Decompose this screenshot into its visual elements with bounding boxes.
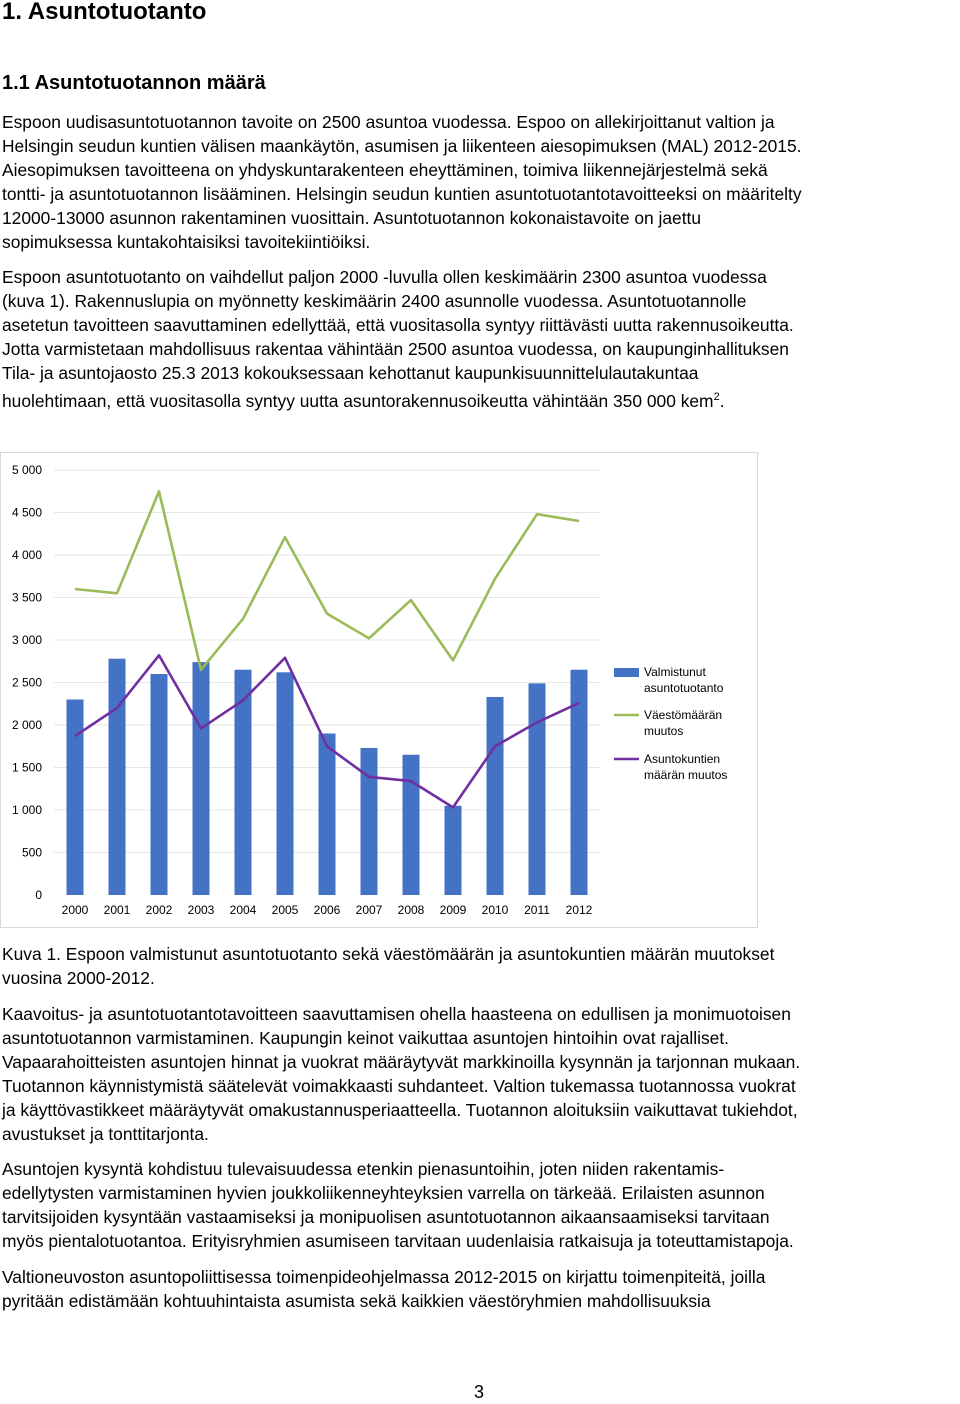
legend-label: Väestömäärän: [644, 708, 723, 722]
y-tick-label: 1 500: [11, 760, 42, 775]
footnote-ref: 2: [713, 391, 720, 403]
legend-label: asuntotuotanto: [644, 681, 724, 695]
paragraph-3: [2, 1002, 960, 1146]
text-line: Valtioneuvoston asuntopoliittisessa toimenpideohjelmassa 2012-2015 on kirjattu toimenpiteitä, joilla: [2, 1267, 766, 1287]
text-line: Vapaarahoitteisten asuntojen hinnat ja vuokrat määräytyvät markkinoilla kysynnän ja tarjonnan mukaan.: [2, 1052, 801, 1072]
y-tick-label: 1 000: [11, 803, 42, 817]
text-line: 12000-13000 asunnon rakentaminen vuosittain. Asuntotuotannon kokonaistavoite on jaettu: [2, 208, 702, 228]
text-line: tarvitsijoiden kysyntään vastaamiseksi ja monipuolisen asuntotuotannon aikaansaamiseksi tarvitaan: [2, 1207, 770, 1227]
bar-2006: [319, 734, 336, 896]
x-tick-label: 2010: [481, 903, 509, 917]
x-tick-label: 2006: [313, 903, 341, 917]
x-tick-label: 2000: [61, 903, 89, 917]
text-line: Kaavoitus- ja asuntotuotantotavoitteen saavuttamisen ohella haasteena on edullisen ja monimuotoisen: [2, 1004, 791, 1024]
bar-2010: [487, 697, 504, 895]
x-tick-label: 2004: [229, 903, 257, 917]
text-line: Jotta varmistetaan mahdollisuus rakentaa vähintään 2500 asuntoa vuodessa, on kaupunginhallituksen: [2, 339, 789, 359]
legend-label: Valmistunut: [644, 665, 706, 679]
page-number: 3: [474, 1382, 485, 1402]
legend-label: määrän muutos: [644, 768, 728, 782]
x-tick-label: 2001: [103, 903, 131, 917]
text-line: pyritään edistämään kohtuuhintaista asumista sekä kaikkien väestöryhmien mahdollisuuksia: [2, 1291, 711, 1311]
legend-swatch-bar: [614, 668, 639, 677]
bar-2009: [445, 806, 462, 895]
text-line-last: huolehtimaan, että vuositasolla syntyy uutta asuntorakennusoikeutta vähintään 350 000 kem: [2, 390, 714, 411]
bar-2001: [109, 659, 126, 895]
y-tick-label: 500: [21, 845, 42, 860]
text-line: [2, 385, 960, 413]
text-line: vuosina 2000-2012.: [2, 968, 155, 988]
y-tick-label: 3 500: [11, 590, 42, 605]
y-tick-label: 0: [35, 888, 42, 902]
bar-2011: [529, 683, 546, 895]
y-tick-label: 3 000: [11, 633, 42, 647]
paragraph-4: [2, 1157, 960, 1253]
text-line: Kuva 1. Espoon valmistunut asuntotuotanto sekä väestömäärän ja asuntokuntien määrän muutokset: [2, 944, 775, 964]
text-line: Aiesopimuksen tavoitteena on yhdyskuntarakenteen eheyttäminen, toimiva liikennejärjestelmä sekä: [2, 160, 768, 180]
text-line: myös pientalotuotantoa. Erityisryhmien asumiseen tarvitaan uudenlaisia ratkaisuja ja toteuttamistapoja.: [2, 1231, 794, 1251]
text-line: Tuotannon käynnistymistä säätelevät voimakkaasti suhdanteet. Valtion tukemassa tuotannossa vuokrat: [2, 1076, 796, 1096]
bar-2005: [277, 672, 294, 895]
x-tick-label: 2009: [439, 903, 467, 917]
text-line: Espoon uudisasuntotuotannon tavoite on 2500 asuntoa vuodessa. Espoo on allekirjoittanut valtion ja: [2, 112, 775, 132]
text-line: avustukset ja tonttitarjonta.: [2, 1124, 209, 1144]
y-tick-label: 4 500: [11, 505, 42, 520]
text-line: Espoon asuntotuotanto on vaihdellut paljon 2000 -luvulla ollen keskimäärin 2300 asuntoa vuodessa: [2, 267, 767, 287]
legend-label: muutos: [644, 724, 684, 738]
x-tick-label: 2005: [271, 903, 299, 917]
figure-caption: [2, 942, 960, 990]
text-line: ja käyttövastikkeet määräytyvät omakustannusperiaatteella. Tuotannon aloituksiin vaikuttavat tukiehdot,: [2, 1100, 798, 1120]
x-tick-label: 2008: [397, 903, 425, 917]
x-tick-label: 2003: [187, 903, 215, 917]
text-line: asuntotuotannon varmistaminen. Kaupungin keinot vaikuttaa asuntojen hintoihin ovat rajalliset.: [2, 1028, 730, 1048]
bar-2007: [361, 748, 378, 895]
text-line: sopimuksessa kuntakohtaisiksi tavoitekiintiöiksi.: [2, 232, 371, 252]
period: .: [719, 390, 725, 411]
text-line: Asuntojen kysyntä kohdistuu tulevaisuudessa etenkin pienasuntoihin, joten niiden rakentamis-: [2, 1159, 725, 1179]
x-tick-label: 2002: [145, 903, 173, 917]
text-line: (kuva 1). Rakennuslupia on myönnetty keskimäärin 2400 asunnolle vuodessa. Asuntotuotannolle: [2, 291, 747, 311]
bar-2002: [151, 674, 168, 895]
text-line: edellytysten varmistaminen hyvien joukkoliikenneyhteyksien varrella on tärkeää. Erilaisten asunnon: [2, 1183, 765, 1203]
x-tick-label: 2012: [565, 903, 593, 917]
x-tick-label: 2011: [524, 903, 550, 917]
paragraph-2: [2, 265, 960, 413]
y-tick-label: 2 000: [11, 718, 42, 732]
bar-2008: [403, 755, 420, 895]
text-line: asetetun tavoitteen saavuttaminen edellyttää, että vuositasolla syntyy riittävästi uutta rakennusoikeutta.: [2, 315, 794, 335]
housing-production-chart: [0, 452, 760, 930]
y-tick-label: 4 000: [11, 548, 42, 562]
paragraph-1: [2, 110, 960, 254]
text-line: Tila- ja asuntojaosto 25.3 2013 kokouksessaan kehottanut kaupunkisuunnittelulautakuntaa: [2, 363, 699, 383]
y-tick-label: 5 000: [11, 463, 42, 477]
text-line: Helsingin seudun kuntien välisen maankäytön, asumisen ja liikenteen aiesopimuksen (MAL) 2012-2015.: [2, 136, 802, 156]
bar-2003: [193, 662, 210, 895]
subsection-heading: 1.1 Asuntotuotannon määrä: [2, 72, 266, 94]
text-line: tontti- ja asuntotuotannon lisääminen. Helsingin seudun kuntien asuntotuotantotavoitteeksi on määritelty: [2, 184, 802, 204]
y-tick-label: 2 500: [11, 675, 42, 690]
paragraph-5: [2, 1265, 960, 1313]
bar-2000: [67, 700, 84, 896]
x-tick-label: 2007: [355, 903, 383, 917]
legend-label: Asuntokuntien: [644, 752, 721, 766]
section-heading: 1. Asuntotuotanto: [2, 0, 207, 25]
